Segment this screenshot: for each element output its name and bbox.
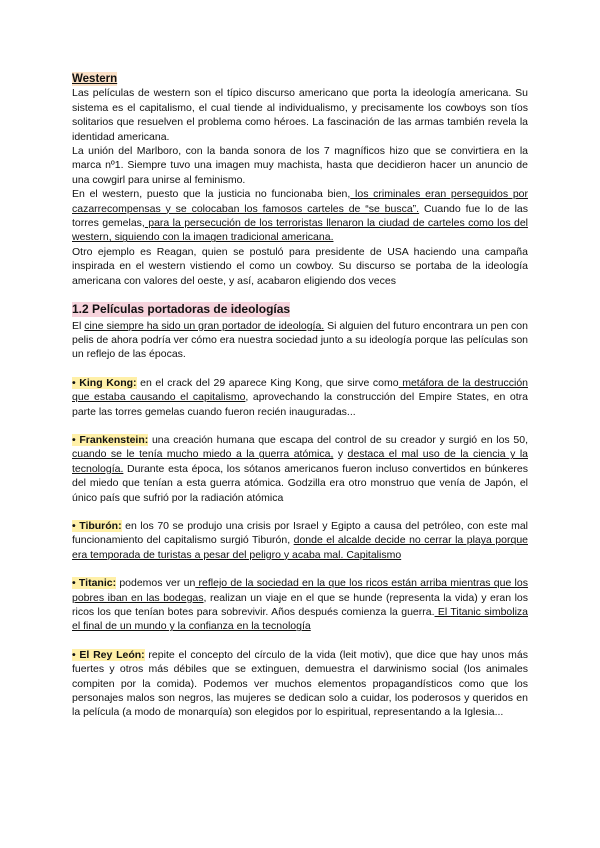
film-label: • King Kong: bbox=[72, 376, 137, 389]
western-paragraph-3 bbox=[72, 187, 528, 245]
text-run: podemos ver un bbox=[116, 577, 196, 590]
text-run: y bbox=[333, 448, 348, 461]
text-run: Cuando fue lo de las torres gemelas, bbox=[72, 202, 528, 230]
section-heading: 1.2 Películas portadoras de ideologías bbox=[72, 302, 291, 317]
text-run: , realizan un viaje en el que se hunde (representa la vida) y eran los ricos los que tenían botes para sobrevivir. Años después comienza la guerra. bbox=[72, 591, 529, 618]
section-intro bbox=[72, 319, 528, 362]
film-label: • El Rey León: bbox=[72, 648, 145, 661]
underlined-text: destaca el mal uso de la ciencia y la tecnología. bbox=[72, 448, 528, 475]
film-label: • Frankenstein: bbox=[72, 433, 149, 446]
film-tiburon bbox=[72, 519, 528, 562]
underlined-text: metáfora de la destrucción que estaba causando el capitalismo bbox=[72, 376, 528, 404]
underlined-text: los criminales eran perseguidos por cazarrecompensas y se colocaban los famosos carteles de “se busca”. bbox=[72, 188, 528, 215]
film-frankenstein bbox=[72, 433, 528, 505]
film-label: • Tiburón: bbox=[72, 519, 122, 532]
western-paragraph-4: Otro ejemplo es Reagan, quien se postuló para presidente de USA haciendo una campaña inspirada en el western vistiendo el como un cowboy. Su discurso se portaba de la ideología americana con valores del oeste, y así, acabaron eligiendo dos veces bbox=[72, 245, 528, 287]
underlined-text: reflejo de la sociedad en la que los ricos están arriba mientras que los pobres iban en las bodegas bbox=[72, 577, 528, 604]
text-run: Durante esta época, los sótanos americanos fueron incluso convertidos en búnkeres del miedo que tenían a esta guerra atómica. Godzilla era otro monstruo que venía de Japón, el único país que sufrió por la radiación atómica bbox=[72, 462, 528, 504]
text-run: El bbox=[72, 319, 85, 332]
film-kingkong bbox=[72, 376, 528, 419]
text-run: en los 70 se produjo una crisis por Israel y Egipto a causa del petróleo, con este mal funcionamiento del capitalismo surgió Tiburón, bbox=[72, 519, 528, 547]
text-run: una creación humana que escapa del control de su creador y surgió en los 50, bbox=[148, 433, 528, 446]
document-page bbox=[72, 72, 528, 720]
text-run: Si alguien del futuro encontrara un pen con pelis de ahora podría ver cómo era nuestra sociedad junto a su ideología porque las películas son un reflejo de las épocas. bbox=[72, 319, 528, 361]
film-titanic bbox=[72, 576, 528, 634]
western-paragraph-2: La unión del Marlboro, con la banda sonora de los 7 magníficos hizo que se convirtiera en la marca nº1. Siempre tuvo una imagen muy machista, hasta que decidieron hacer un anuncio de una cowgirl para unirse al feminismo. bbox=[72, 145, 528, 186]
underlined-text: cuando se le tenía mucho miedo a la guerra atómica, bbox=[72, 448, 334, 461]
underlined-text: El Titanic simboliza el final de un mundo y la confianza en la tecnología bbox=[72, 606, 528, 633]
text-run: en el crack del 29 aparece King Kong, que sirve como bbox=[136, 376, 399, 389]
text-run: , aprovechando la construcción del Empire States, en otra parte las torres gemelas cuando fueron recién inauguradas... bbox=[72, 391, 529, 418]
section-title-western: Western bbox=[72, 73, 118, 85]
film-reyleon bbox=[72, 648, 528, 720]
text-run: repite el concepto del círculo de la vida (leit motiv), que dice que hay unos más fuertes y otros más débiles que se extinguen, demuestra el darwinismo social (los animales compiten por la comida). Podemos ver muchos elementos propagandísticos como que los personajes malos son negros, las mujeres se dedican solo a cuidar, los poderosos y queridos en la película (a modo de monarquía) son elegidos por lo espiritual, representando a la Iglesia... bbox=[72, 648, 528, 719]
western-paragraph-1: Las películas de western son el típico discurso americano que porta la ideología americana. Su sistema es el capitalismo, el cual tiende al individualismo, y precisamente los cowboys son tíos solitarios que resuelven el problema como héroes. La fascinación de las armas también revela la identidad americana. bbox=[72, 87, 528, 143]
underlined-text: para la persecución de los terroristas llenaron la ciudad de carteles como los del western, siguiendo con la imagen tradicional americana. bbox=[72, 217, 528, 244]
underlined-text: cine siempre ha sido un gran portador de ideología. bbox=[84, 319, 325, 332]
film-label: • Titanic: bbox=[72, 577, 117, 590]
text-run: En el western, puesto que la justicia no funcionaba bien, bbox=[72, 188, 351, 201]
underlined-text: donde el alcalde decide no cerrar la playa porque era temporada de turistas a pesar del peligro y acaba mal. Capitalismo bbox=[72, 534, 528, 561]
